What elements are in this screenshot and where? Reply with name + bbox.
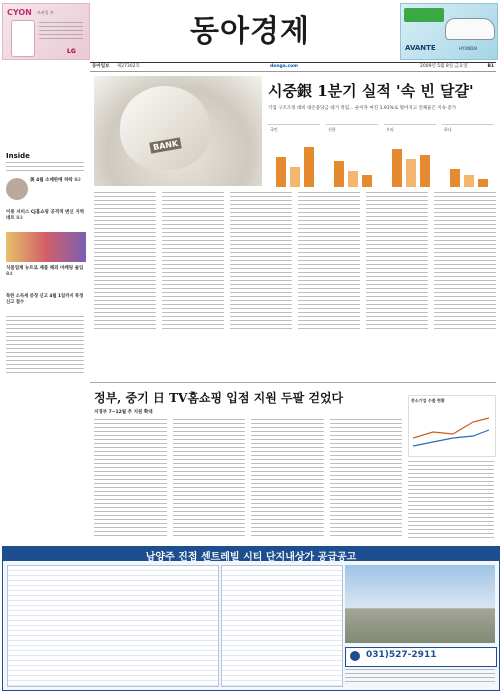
lead-story [90,72,496,242]
phone-icon [350,651,360,661]
inside-item-3-page: B4 [6,271,13,277]
inside-item-1[interactable] [30,178,86,184]
second-col-3 [251,419,324,539]
property-ad[interactable] [2,546,500,691]
ad-image [345,565,495,643]
mini-chart-1 [268,124,320,187]
left-ad[interactable] [2,3,90,60]
mini-chart-3 [384,124,436,187]
side-chart [408,395,496,457]
mini-chart-1-bar-3 [304,147,314,187]
dateline-paper: 동아일보 [92,64,110,69]
left-ad-brand: CYON [7,8,32,17]
side-chart-title: 중소기업 수출 현황 [411,398,445,403]
left-ad-tag: 모바일 폰 [37,10,54,15]
ad-phone-box [345,647,497,667]
side-chart-text [408,461,494,539]
inside-box [2,152,88,382]
lead-col-1 [94,192,156,332]
right-ad-brand: AVANTE [405,44,436,52]
inside-item-2[interactable] [6,210,84,221]
left-ad-text [39,22,83,42]
mini-chart-2-label: 신한 [328,127,336,132]
mini-chart-1-bar-1 [276,157,286,187]
inside-item-3-text: 식품업계 뉴트로 제품 해외 마케팅 돌입 [6,266,84,271]
mini-chart-2-bar-2 [348,171,358,187]
second-col-4 [330,419,403,539]
phone-image [11,20,35,57]
mini-chart-3-bar-2 [406,159,416,187]
second-headline: 정부, 중기 日 TV홈쇼핑 입점 지원 두팔 걷었다 [94,391,344,405]
second-body [94,419,402,539]
dateline-site[interactable]: donga.com [270,64,298,69]
mini-chart-3-bar-1 [392,149,402,187]
mini-chart-4 [442,124,494,187]
masthead [0,0,500,62]
lead-col-3 [230,192,292,332]
bank-label: BANK [149,137,182,153]
ad-fine-print [345,669,495,685]
inside-item-2-text: 이통 서비스 CJ홈쇼핑 공격적 변신 지역네트 [6,210,85,221]
second-col-2 [173,419,246,539]
right-ad-tag: HYUNDAI [459,46,478,51]
inside-item-1-page: B2 [74,178,81,183]
inside-label: Inside [6,152,30,160]
lead-subhead: 기업 구조조정 대비 대손충당금 대거 적립… 순이자 마진 1.91%로 떨어지고 연체율은 지속 증가 [268,106,457,111]
inside-item-1-text: 美 4월 소매판매 하락 [30,178,73,183]
mini-chart-2 [326,124,378,187]
inside-item-2-page: B3 [16,215,23,221]
dateline [90,62,496,72]
second-subhead: 지경부 7~12월 추 지원 확대 [94,410,153,415]
dateline-section: B1 [487,64,494,69]
car-image [445,18,495,40]
mini-chart-4-bar-2 [464,175,474,187]
inside-promo-text [6,316,84,374]
egg-shell [120,86,210,170]
ad-middle-table [221,565,343,687]
masthead-title: 동아경제 [190,14,310,49]
inside-photo-1 [6,178,28,200]
ad-phone[interactable]: 031)527-2911 [366,650,437,660]
mini-chart-4-bar-1 [450,169,460,187]
dateline-date: 2009년 5월 8일 금요일 [420,64,468,69]
side-chart-series-2 [413,430,489,446]
mini-chart-3-label: 우리 [386,127,394,132]
ad-table [7,565,219,687]
dateline-issue: 제27302호 [116,64,140,69]
mini-chart-1-bar-2 [290,167,300,187]
second-story [90,382,496,543]
left-column [2,64,88,544]
mini-chart-4-label: 하나 [444,127,452,132]
inside-photo-2 [6,232,86,262]
lead-col-6 [434,192,496,332]
lead-col-5 [366,192,428,332]
lead-col-4 [298,192,360,332]
mini-chart-2-bar-1 [334,161,344,187]
mini-chart-2-bar-3 [362,175,372,187]
mini-chart-4-bar-3 [478,179,488,187]
ad-headline: 남양주 진접 센트레빌 시티 단지내상가 공급공고 [145,552,357,563]
ad-header [3,547,499,561]
side-chart-series-1 [413,418,489,438]
right-ad[interactable] [400,3,498,60]
lead-col-2 [162,192,224,332]
inside-item-3[interactable] [6,266,84,277]
lead-body [94,192,496,332]
lead-image [94,76,262,186]
inside-promo[interactable]: 북한 소득세 증정 신고 4월 1일까지 특정신고 접수 [6,294,84,305]
lg-logo: LG [67,48,76,55]
mini-chart-1-label: 국민 [270,127,278,132]
inside-item-text-1 [6,162,84,174]
lead-headline: 시중銀 1분기 실적 '속 빈 달걀' [268,82,474,100]
mini-charts [268,124,496,188]
second-col-1 [94,419,167,539]
side-chart-lines [413,408,491,452]
right-ad-badge [404,8,444,22]
mini-chart-3-bar-3 [420,155,430,187]
